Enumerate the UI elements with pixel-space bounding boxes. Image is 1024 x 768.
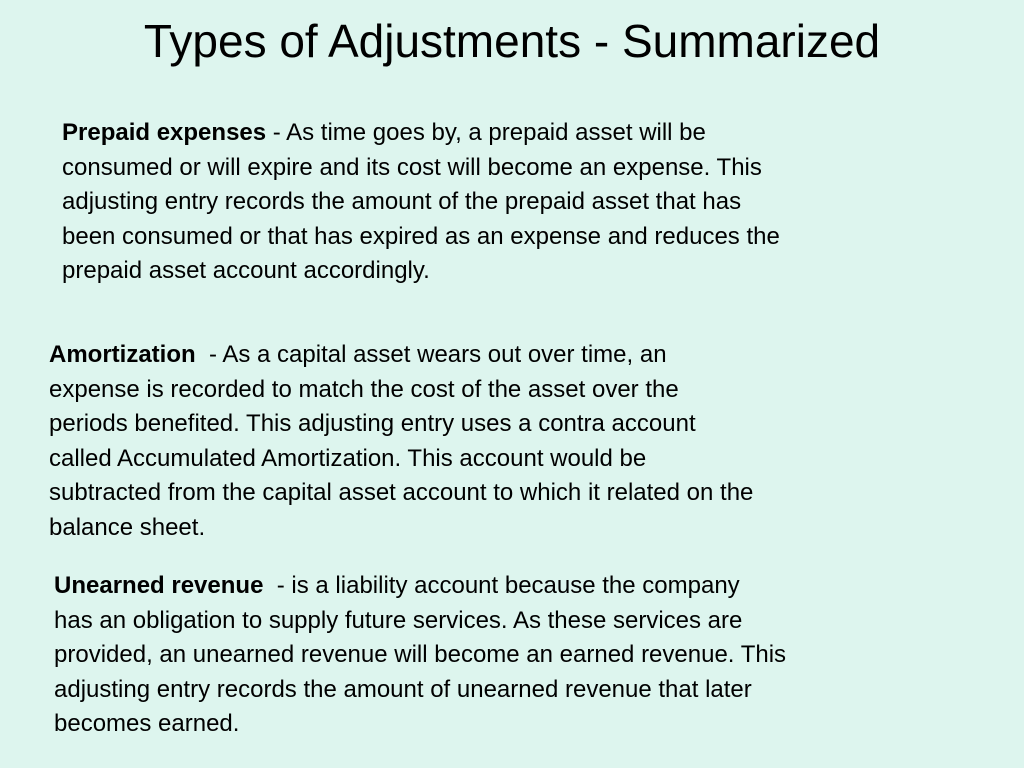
paragraph-line: been consumed or that has expired as an expense and reduces the xyxy=(62,222,780,250)
amortization-paragraph xyxy=(49,338,753,545)
paragraph-line: becomes earned. xyxy=(54,710,240,737)
paragraph-line: has an obligation to supply future services. As these services are xyxy=(54,606,743,634)
term-amortization: Amortization xyxy=(49,341,196,368)
paragraph-line: called Accumulated Amortization. This account would be xyxy=(49,444,647,472)
paragraph-line: subtracted from the capital asset account to which it related on the xyxy=(49,479,754,506)
paragraph-line xyxy=(54,569,786,604)
line-text: - As time goes by, a prepaid asset will be xyxy=(266,119,706,146)
paragraph-line: adjusting entry records the amount of unearned revenue that later xyxy=(54,675,752,703)
prepaid-expenses-paragraph xyxy=(62,116,780,289)
line-text: - As a capital asset wears out over time, an xyxy=(195,341,667,368)
paragraph-line: periods benefited. This adjusting entry uses a contra account xyxy=(49,410,696,437)
paragraph-line: consumed or will expire and its cost will become an expense. This xyxy=(62,153,762,181)
term-unearned-revenue: Unearned revenue xyxy=(54,572,264,599)
paragraph-line: provided, an unearned revenue will become an earned revenue. This xyxy=(54,641,787,668)
paragraph-line: balance sheet. xyxy=(49,513,206,541)
paragraph-line xyxy=(49,338,753,373)
unearned-revenue-paragraph xyxy=(54,569,786,742)
line-text: - is a liability account because the company xyxy=(263,572,740,599)
paragraph-line: expense is recorded to match the cost of the asset over the xyxy=(49,375,679,403)
paragraph-line: adjusting entry records the amount of the prepaid asset that has xyxy=(62,188,742,215)
slide-title: Types of Adjustments - Summarized xyxy=(143,15,881,67)
paragraph-line xyxy=(62,116,780,151)
paragraph-line: prepaid asset account accordingly. xyxy=(62,257,430,284)
term-prepaid-expenses: Prepaid expenses xyxy=(62,119,267,146)
